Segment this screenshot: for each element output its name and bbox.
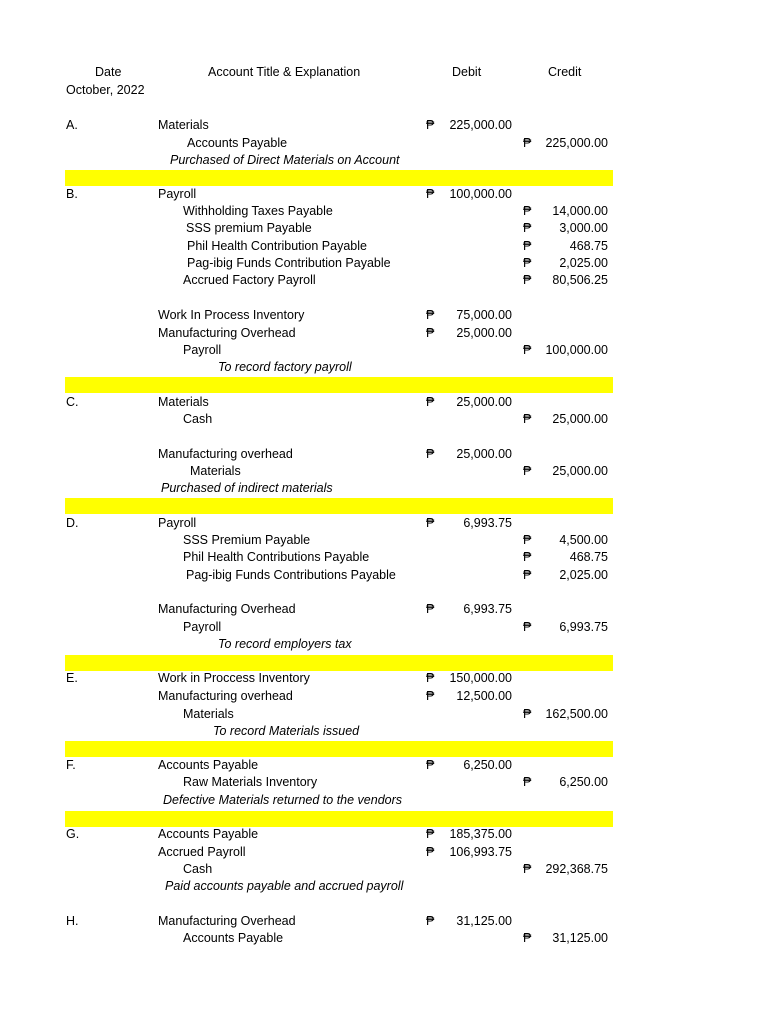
separator-highlight	[65, 170, 613, 186]
peso-sign: ₱	[523, 568, 532, 582]
account-name: Materials	[158, 395, 209, 409]
peso-sign: ₱	[523, 550, 532, 564]
peso-sign: ₱	[523, 620, 532, 634]
peso-sign: ₱	[426, 395, 435, 409]
debit-amount: 25,000.00	[456, 447, 512, 461]
peso-sign: ₱	[426, 602, 435, 616]
peso-sign: ₱	[523, 204, 532, 218]
peso-sign: ₱	[523, 775, 532, 789]
credit-amount: 25,000.00	[552, 412, 608, 426]
entry-label: H.	[66, 914, 79, 928]
debit-amount: 6,250.00	[463, 758, 512, 772]
separator-highlight	[65, 741, 613, 757]
debit-amount: 25,000.00	[456, 395, 512, 409]
peso-sign: ₱	[426, 187, 435, 201]
period-label: October, 2022	[66, 83, 145, 97]
account-name: Payroll	[183, 343, 222, 357]
header-account-title: Account Title & Explanation	[208, 65, 361, 79]
credit-amount: 2,025.00	[559, 568, 608, 582]
debit-amount: 106,993.75	[449, 845, 512, 859]
peso-sign: ₱	[523, 862, 532, 876]
entry-explanation: To record factory payroll	[218, 360, 352, 374]
peso-sign: ₱	[523, 273, 532, 287]
account-name: Payroll	[183, 620, 222, 634]
credit-amount: 6,250.00	[559, 775, 608, 789]
separator-highlight	[65, 811, 613, 827]
account-name: Manufacturing Overhead	[158, 326, 296, 340]
entry-label: C.	[66, 395, 79, 409]
account-name: Manufacturing Overhead	[158, 914, 296, 928]
account-name: Accrued Payroll	[158, 845, 246, 859]
peso-sign: ₱	[523, 343, 532, 357]
credit-amount: 292,368.75	[545, 862, 608, 876]
entry-label: D.	[66, 516, 79, 530]
credit-amount: 80,506.25	[552, 273, 608, 287]
account-name: Cash	[183, 862, 213, 876]
account-name: Pag-ibig Funds Contribution Payable	[187, 256, 391, 270]
entry-label: A.	[66, 118, 78, 132]
credit-amount: 31,125.00	[552, 931, 608, 945]
account-name: Withholding Taxes Payable	[183, 204, 333, 218]
credit-amount: 468.75	[569, 239, 608, 253]
peso-sign: ₱	[426, 326, 435, 340]
peso-sign: ₱	[426, 516, 435, 530]
peso-sign: ₱	[523, 931, 532, 945]
debit-amount: 6,993.75	[463, 516, 512, 530]
credit-amount: 225,000.00	[545, 136, 608, 150]
debit-amount: 100,000.00	[449, 187, 512, 201]
entry-label: F.	[66, 758, 76, 772]
peso-sign: ₱	[523, 256, 532, 270]
entry-label: E.	[66, 671, 78, 685]
account-name: Work in Proccess Inventory	[158, 671, 310, 685]
separator-highlight	[65, 655, 613, 671]
credit-amount: 6,993.75	[559, 620, 608, 634]
entry-label: G.	[66, 827, 80, 841]
account-name: Phil Health Contributions Payable	[183, 550, 370, 564]
account-name: Raw Materials Inventory	[183, 775, 318, 789]
debit-amount: 12,500.00	[456, 689, 512, 703]
debit-amount: 150,000.00	[449, 671, 512, 685]
header-debit: Debit	[452, 65, 482, 79]
peso-sign: ₱	[523, 464, 532, 478]
account-name: Payroll	[158, 516, 197, 530]
credit-amount: 25,000.00	[552, 464, 608, 478]
entry-explanation: Paid accounts payable and accrued payroll	[165, 879, 404, 893]
credit-amount: 100,000.00	[545, 343, 608, 357]
account-name: Cash	[183, 412, 213, 426]
account-name: Accounts Payable	[187, 136, 288, 150]
entry-explanation: To record Materials issued	[213, 724, 360, 738]
debit-amount: 31,125.00	[456, 914, 512, 928]
peso-sign: ₱	[426, 827, 435, 841]
account-name: Accounts Payable	[183, 931, 284, 945]
separator-highlight	[65, 377, 613, 393]
peso-sign: ₱	[523, 533, 532, 547]
account-name: SSS Premium Payable	[183, 533, 311, 547]
entry-explanation: To record employers tax	[218, 637, 352, 651]
debit-amount: 6,993.75	[463, 602, 512, 616]
entry-explanation: Purchased of indirect materials	[161, 481, 333, 495]
account-name: Materials	[183, 707, 234, 721]
peso-sign: ₱	[523, 707, 532, 721]
account-name: Work In Process Inventory	[158, 308, 305, 322]
peso-sign: ₱	[523, 239, 532, 253]
account-name: Materials	[158, 118, 209, 132]
peso-sign: ₱	[426, 845, 435, 859]
separator-highlight	[65, 498, 613, 514]
entry-label: B.	[66, 187, 78, 201]
account-name: Phil Health Contribution Payable	[187, 239, 367, 253]
account-name: Payroll	[158, 187, 197, 201]
credit-amount: 3,000.00	[559, 221, 608, 235]
account-name: Pag-ibig Funds Contributions Payable	[186, 568, 396, 582]
entry-explanation: Purchased of Direct Materials on Account	[170, 153, 400, 167]
debit-amount: 75,000.00	[456, 308, 512, 322]
peso-sign: ₱	[426, 308, 435, 322]
account-name: Manufacturing Overhead	[158, 602, 296, 616]
credit-amount: 162,500.00	[545, 707, 608, 721]
header-credit: Credit	[548, 65, 582, 79]
debit-amount: 185,375.00	[449, 827, 512, 841]
peso-sign: ₱	[426, 689, 435, 703]
account-name: Accounts Payable	[158, 758, 259, 772]
peso-sign: ₱	[523, 412, 532, 426]
entry-explanation: Defective Materials returned to the vendors	[163, 793, 403, 807]
account-name: Materials	[190, 464, 241, 478]
account-name: Manufacturing overhead	[158, 689, 293, 703]
peso-sign: ₱	[523, 221, 532, 235]
account-name: Accounts Payable	[158, 827, 259, 841]
peso-sign: ₱	[426, 671, 435, 685]
debit-amount: 25,000.00	[456, 326, 512, 340]
account-name: Accrued Factory Payroll	[183, 273, 316, 287]
debit-amount: 225,000.00	[449, 118, 512, 132]
credit-amount: 468.75	[569, 550, 608, 564]
peso-sign: ₱	[523, 136, 532, 150]
peso-sign: ₱	[426, 758, 435, 772]
credit-amount: 2,025.00	[559, 256, 608, 270]
peso-sign: ₱	[426, 118, 435, 132]
credit-amount: 14,000.00	[552, 204, 608, 218]
header-date: Date	[95, 65, 122, 79]
account-name: Manufacturing overhead	[158, 447, 293, 461]
peso-sign: ₱	[426, 914, 435, 928]
account-name: SSS premium Payable	[186, 221, 312, 235]
peso-sign: ₱	[426, 447, 435, 461]
credit-amount: 4,500.00	[559, 533, 608, 547]
